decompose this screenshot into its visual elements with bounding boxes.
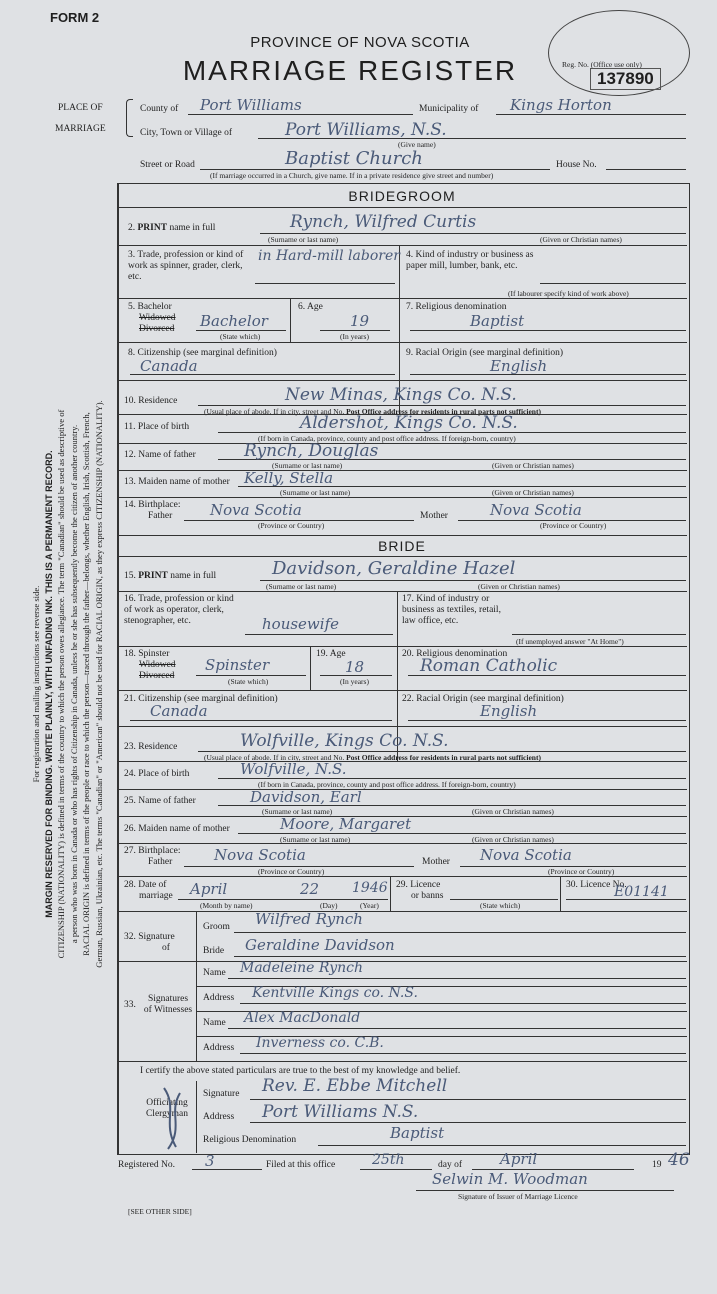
form-number: FORM 2 <box>50 10 100 25</box>
bride-age-value: 18 <box>345 658 365 676</box>
witness1-address-value: Kentville Kings co. N.S. <box>252 985 418 1001</box>
bride-citizenship-label: 21. Citizenship (see marginal definition) <box>124 694 278 704</box>
page-title: MARRIAGE REGISTER <box>182 55 518 86</box>
groom-citizenship-value: Canada <box>140 357 198 375</box>
filed-label: Filed at this office <box>266 1160 336 1170</box>
marriage-label: MARRIAGE <box>55 124 106 134</box>
witness2-name-value: Alex MacDonald <box>244 1010 361 1026</box>
bride-mother-line <box>238 833 686 834</box>
father-label: Father <box>148 857 173 867</box>
column-divider <box>560 876 561 911</box>
margin-line-3: CITIZENSHIP (NATIONALITY) is defined in terms of the country to which the person owes allegiance. The term "Canadian" should be used as descriptive of <box>56 409 66 959</box>
bride-residence-label: 23. Residence <box>124 742 178 752</box>
divider <box>117 245 687 246</box>
surname-caption: (Surname or last name) <box>266 582 337 591</box>
groom-signature-line <box>234 932 686 933</box>
clergy-signature-line <box>250 1099 686 1100</box>
witness1-address-line <box>240 1003 686 1004</box>
bride-father-birthplace-value: Nova Scotia <box>214 846 306 864</box>
given-caption: (Given or Christian names) <box>472 807 554 816</box>
province-caption: (Province or Country) <box>258 521 325 530</box>
issuer-signature-line <box>416 1190 674 1191</box>
divider <box>117 876 687 877</box>
marriage-year-value: 1946 <box>352 880 388 896</box>
marriage-month-value: April <box>190 880 228 898</box>
groom-religion-line <box>410 330 686 331</box>
bride-mother-label: 26. Maiden name of mother <box>124 824 230 834</box>
filed-value: 25th <box>372 1152 405 1168</box>
groom-trade-label: 3. Trade, profession or kind of work as spinner, grader, clerk, etc. <box>128 250 244 282</box>
bride-industry-line <box>512 634 686 635</box>
groom-signature-label: Groom <box>203 922 230 932</box>
groom-mother-birthplace-value: Nova Scotia <box>490 501 582 519</box>
divider <box>117 961 687 962</box>
bride-racial-label: 22. Racial Origin (see marginal definition) <box>402 694 564 704</box>
groom-religion-value: Baptist <box>470 312 525 330</box>
divider <box>117 911 687 912</box>
residence-caption: (Usual place of abode. If in city, street and No. Post Office address for residents in rural parts not sufficient) <box>204 407 541 416</box>
bride-birthplace-value: Wolfville, N.S. <box>240 760 347 778</box>
groom-residence-line <box>198 405 686 406</box>
officiating-clergyman-label: Officiating Clergyman <box>145 1098 189 1119</box>
clergy-signature-label: Signature <box>203 1089 240 1099</box>
year-caption: (Year) <box>360 901 379 910</box>
bride-citizenship-value: Canada <box>150 702 208 720</box>
bride-industry-caption: (If unemployed answer "At Home") <box>516 637 624 646</box>
bride-birthplace-label: 24. Place of birth <box>124 769 190 779</box>
pen-mark <box>158 1083 188 1153</box>
bride-signature-line <box>234 956 686 957</box>
divider <box>117 690 687 691</box>
state-caption: (State which) <box>220 332 261 341</box>
groom-industry-caption: (If labourer specify kind of work above) <box>508 289 629 298</box>
margin-line-4: a person who was born in Canada or who has rights of Citizenship in Canada, unless he or she has subsequently become the citizen of another country. <box>68 424 79 944</box>
bride-birthplace-line <box>218 778 686 779</box>
bridegroom-heading: BRIDEGROOM <box>348 188 456 204</box>
bride-trade-line <box>245 634 393 635</box>
divider <box>117 556 687 557</box>
county-label: County of <box>140 104 179 114</box>
column-divider <box>390 876 391 911</box>
groom-mother-value: Kelly, Stella <box>244 469 334 487</box>
groom-religion-label: 7. Religious denomination <box>406 302 507 312</box>
day-of-label: day of <box>438 1160 463 1170</box>
year-prefix: 19 <box>652 1160 662 1170</box>
registered-no-label: Registered No. <box>118 1160 175 1170</box>
divider <box>117 535 687 536</box>
state-caption: (State which) <box>228 677 269 686</box>
marriage-date-label: 28. Date of marriage <box>124 880 173 901</box>
witness2-name-label: Name <box>203 1018 226 1028</box>
groom-name-line <box>260 233 686 234</box>
groom-father-birthplace-value: Nova Scotia <box>210 501 302 519</box>
bride-signature-value: Geraldine Davidson <box>245 936 395 954</box>
licence-banns-label: 29. Licence or banns <box>396 880 444 901</box>
groom-residence-label: 10. Residence <box>124 396 178 406</box>
bride-name-label: 15. PRINT name in full <box>124 571 217 581</box>
witness2-address-label: Address <box>203 1043 235 1053</box>
divider <box>117 761 687 762</box>
give-name-caption: (Give name) <box>398 140 436 149</box>
margin-line-6: German, Russian, Ukrainian, etc. The terms "Canadian" or "American" should not be used for RACIAL ORIGIN, as they express CITIZENSHIP (NATIONALITY). <box>93 400 104 968</box>
municipality-value: Kings Horton <box>510 96 612 114</box>
bride-age-label: 19. Age <box>316 649 346 659</box>
registered-no-value: 3 <box>205 1152 215 1170</box>
bride-trade-value: housewife <box>262 615 339 633</box>
licence-no-label: 30. Licence No. <box>566 880 627 890</box>
clergy-address-line <box>250 1122 686 1123</box>
column-divider <box>290 298 291 342</box>
witnesses-label: Signatures of Witnesses <box>143 994 193 1015</box>
bride-name-value: Davidson, Geraldine Hazel <box>272 558 516 579</box>
witness1-address-label: Address <box>203 993 235 1003</box>
issuer-caption: Signature of Issuer of Marriage Licence <box>458 1192 578 1201</box>
municipality-line <box>496 114 686 115</box>
registered-no-line <box>192 1169 262 1170</box>
groom-status-value: Bachelor <box>200 312 268 330</box>
divider <box>117 591 687 592</box>
city-value: Port Williams, N.S. <box>285 120 447 140</box>
margin-line-1: For registration and mailing instructions see reverse side. <box>31 585 41 783</box>
province-caption: (Province or Country) <box>540 521 607 530</box>
bride-status-label: 18. Spinster Widowed Divorced <box>124 649 176 681</box>
bride-status-value: Spinster <box>205 656 270 674</box>
bride-residence-value: Wolfville, Kings Co. N.S. <box>240 731 449 751</box>
surname-caption: (Surname or last name) <box>280 488 351 497</box>
groom-status-label: 5. Bachelor Widowed Divorced <box>128 302 176 334</box>
place-of-label: PLACE OF <box>58 103 103 113</box>
bride-signature-label: Bride <box>203 946 225 956</box>
bride-industry-label: 17. Kind of industry or business as textiles, retail, law office, etc. <box>402 594 501 626</box>
witness2-address-line <box>240 1053 686 1054</box>
surname-caption: (Surname or last name) <box>280 835 351 844</box>
see-other-side: [SEE OTHER SIDE] <box>128 1207 192 1216</box>
divider <box>117 497 687 498</box>
filed-year-value: 46 <box>668 1150 690 1170</box>
reg-no-value: 137890 <box>590 68 661 90</box>
marriage-date-line <box>178 899 388 900</box>
filed-line <box>360 1169 432 1170</box>
province-caption: (Province or Country) <box>258 867 325 876</box>
divider <box>117 1061 687 1062</box>
groom-birthplace-value: Aldershot, Kings Co. N.S. <box>300 413 518 433</box>
column-divider <box>196 911 197 961</box>
column-divider <box>310 646 311 690</box>
bride-trade-label: 16. Trade, profession or kind of work as operator, clerk, stenographer, etc. <box>124 594 234 626</box>
given-caption: (Given or Christian names) <box>540 235 622 244</box>
divider <box>117 726 687 727</box>
father-label: Father <box>148 511 173 521</box>
groom-name-label: 2. PRINT name in full <box>128 223 216 233</box>
divider <box>117 342 687 343</box>
clergy-address-value: Port Williams N.S. <box>262 1102 419 1122</box>
given-caption: (Given or Christian names) <box>478 582 560 591</box>
divider <box>117 443 687 444</box>
state-caption: (State which) <box>480 901 521 910</box>
province-heading: PROVINCE OF NOVA SCOTIA <box>250 34 470 51</box>
groom-father-value: Rynch, Douglas <box>244 441 379 461</box>
bride-father-value: Davidson, Earl <box>250 788 362 806</box>
divider <box>117 789 687 790</box>
bride-mother-value: Moore, Margaret <box>280 815 412 833</box>
groom-mother-label: 13. Maiden name of mother <box>124 477 230 487</box>
years-caption: (In years) <box>340 677 369 686</box>
licence-banns-line <box>450 899 558 900</box>
groom-status-line <box>196 330 286 331</box>
margin-line-5: RACIAL ORIGIN is defined in terms of the people or race to which the person—traced through the father—belongs, whether English, Irish, Scottish, French, <box>81 412 91 956</box>
bride-mother-birthplace-value: Nova Scotia <box>480 846 572 864</box>
county-line <box>188 114 413 115</box>
filed-month-value: April <box>500 1150 538 1168</box>
signature-of-label: 32. Signature of <box>124 932 175 953</box>
street-label: Street or Road <box>140 160 195 170</box>
groom-parents-birthplace-label: 14. Birthplace: <box>124 500 181 510</box>
witness1-name-value: Madeleine Rynch <box>240 960 363 976</box>
groom-racial-line <box>410 374 686 375</box>
reg-no-label: Reg. No. (Office use only) <box>562 60 642 69</box>
bride-heading: BRIDE <box>378 538 426 554</box>
groom-signature-value: Wilfred Rynch <box>255 910 363 928</box>
divider <box>117 843 687 844</box>
witnesses-number: 33. <box>124 1000 136 1010</box>
municipality-label: Municipality of <box>419 104 479 114</box>
groom-residence-value: New Minas, Kings Co. N.S. <box>285 385 517 405</box>
clergy-denomination-value: Baptist <box>390 1124 445 1142</box>
bride-citizenship-line <box>130 720 392 721</box>
mother-label: Mother <box>422 857 450 867</box>
witness2-name-line <box>228 1028 686 1029</box>
column-divider <box>196 1081 197 1153</box>
bride-racial-line <box>408 720 686 721</box>
clergy-denomination-line <box>318 1145 686 1146</box>
witness1-name-label: Name <box>203 968 226 978</box>
issuer-signature-value: Selwin M. Woodman <box>432 1170 588 1188</box>
witness1-name-line <box>228 978 686 979</box>
street-note: (If marriage occurred in a Church, give name. If in a private residence give street and number) <box>210 171 494 180</box>
house-no-line <box>606 169 686 170</box>
birth-caption: (If born in Canada, province, county and post office address. If foreign-born, country) <box>258 434 516 443</box>
licence-no-value: E01141 <box>614 884 669 900</box>
bride-religion-value: Roman Catholic <box>420 656 558 676</box>
years-caption: (In years) <box>340 332 369 341</box>
birth-caption: (If born in Canada, province, county and post office address. If foreign-born, country) <box>258 780 516 789</box>
groom-father-label: 12. Name of father <box>124 450 196 460</box>
city-label: City, Town or Village of <box>140 128 232 138</box>
groom-industry-label: 4. Kind of industry or business as paper mill, lumber, bank, etc. <box>406 250 534 271</box>
street-line <box>200 169 550 170</box>
groom-trade-value: in Hard-mill laborer <box>258 248 400 264</box>
county-value: Port Williams <box>200 96 302 114</box>
divider <box>117 298 687 299</box>
bride-racial-value: English <box>480 702 538 720</box>
mother-label: Mother <box>420 511 448 521</box>
bride-father-label: 25. Name of father <box>124 796 196 806</box>
groom-industry-line <box>540 283 686 284</box>
bride-religion-label: 20. Religious denomination <box>402 649 508 659</box>
given-caption: (Given or Christian names) <box>472 835 554 844</box>
witness2-address-value: Inverness co. C.B. <box>256 1035 384 1051</box>
divider <box>117 646 687 647</box>
given-caption: (Given or Christian names) <box>492 461 574 470</box>
groom-citizenship-label: 8. Citizenship (see marginal definition) <box>128 348 277 358</box>
province-caption: (Province or Country) <box>548 867 615 876</box>
surname-caption: (Surname or last name) <box>262 807 333 816</box>
bride-name-line <box>260 580 686 581</box>
groom-age-label: 6. Age <box>298 302 323 312</box>
surname-caption: (Surname or last name) <box>268 235 339 244</box>
month-caption: (Month by name) <box>200 901 253 910</box>
bride-parents-birthplace-label: 27. Birthplace: <box>124 846 181 856</box>
groom-birthplace-label: 11. Place of birth <box>124 422 190 432</box>
groom-name-value: Rynch, Wilfred Curtis <box>290 212 477 232</box>
divider <box>117 470 687 471</box>
residence-caption: (Usual place of abode. If in city, street and No. Post Office address for residents in rural parts not sufficient) <box>204 753 541 762</box>
clergy-denomination-label: Religious Denomination <box>203 1135 297 1145</box>
clergy-signature-value: Rev. E. Ebbe Mitchell <box>262 1076 448 1096</box>
clergy-address-label: Address <box>203 1112 235 1122</box>
groom-racial-label: 9. Racial Origin (see marginal definition) <box>406 348 564 358</box>
certify-text: I certify the above stated particulars are true to the best of my knowledge and belief. <box>140 1066 461 1076</box>
groom-age-value: 19 <box>350 312 370 330</box>
groom-age-line <box>320 330 390 331</box>
surname-caption: (Surname or last name) <box>272 461 343 470</box>
day-caption: (Day) <box>320 901 338 910</box>
groom-trade-line <box>255 283 395 284</box>
bride-status-line <box>196 675 306 676</box>
divider <box>117 380 687 381</box>
margin-line-2: MARGIN RESERVED FOR BINDING. WRITE PLAINLY, WITH UNFADING INK. THIS IS A PERMANENT RECORD. <box>43 450 54 918</box>
groom-racial-value: English <box>490 357 548 375</box>
street-value: Baptist Church <box>285 148 423 169</box>
house-no-label: House No. <box>556 160 597 170</box>
bride-residence-line <box>198 751 686 752</box>
given-caption: (Given or Christian names) <box>492 488 574 497</box>
marriage-day-value: 22 <box>300 880 320 898</box>
divider <box>117 207 687 208</box>
